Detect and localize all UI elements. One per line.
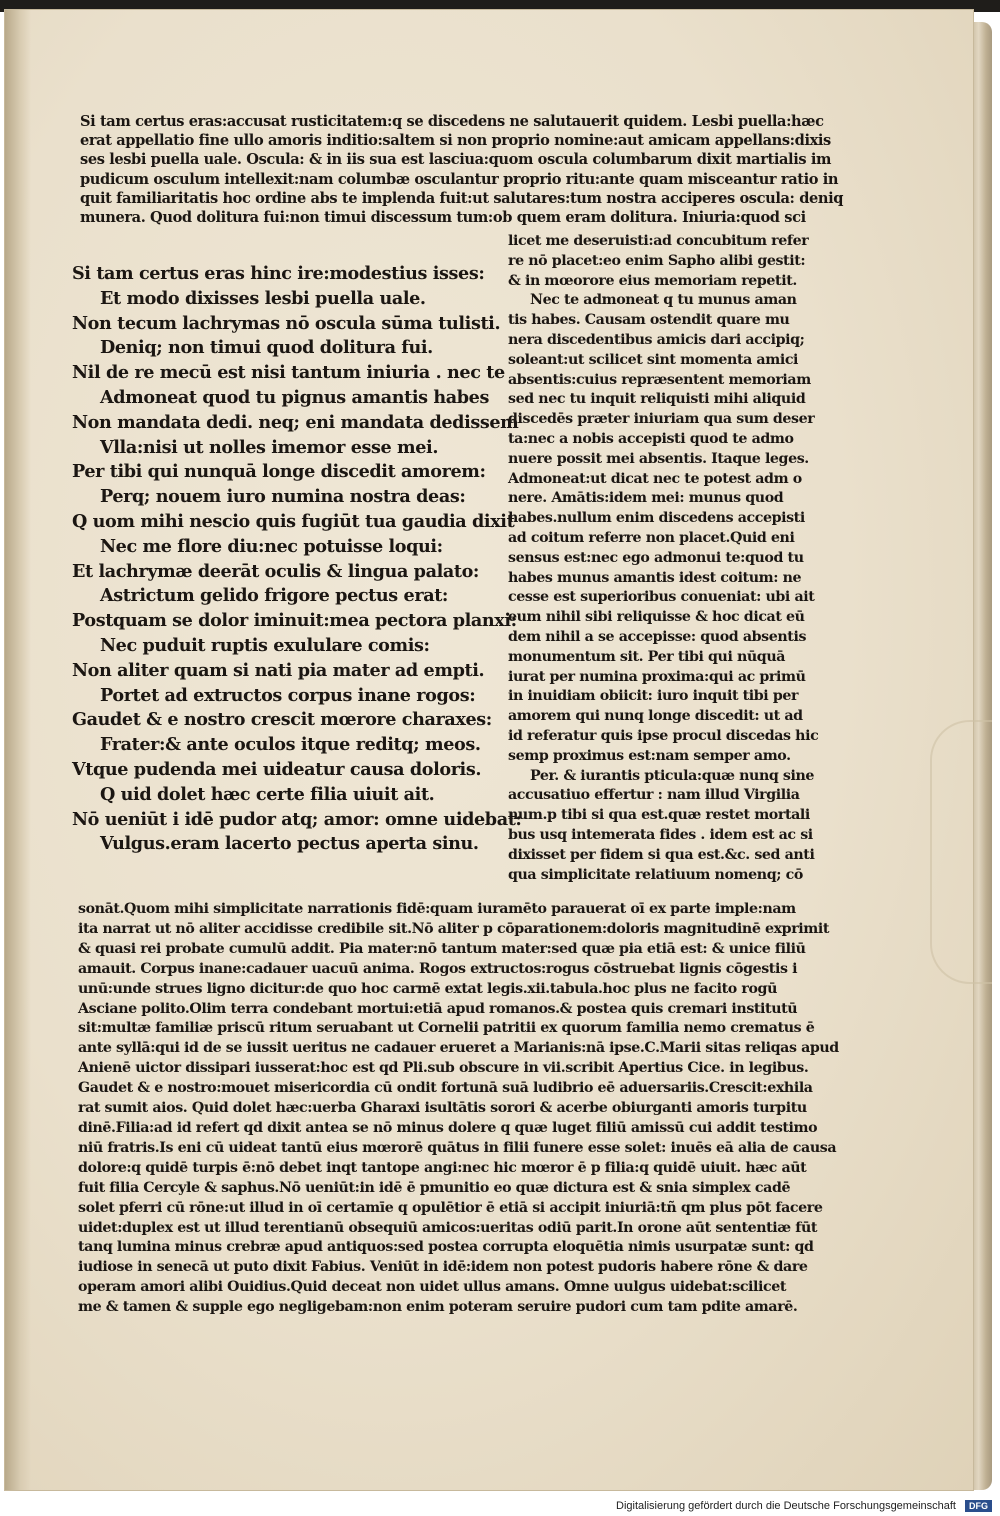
verse-line: Nil de re mecū est nisi tantum iniuria . nec te (72, 362, 505, 384)
verse-line: Vulgus.eram lacerto pectus aperta sinu. (100, 833, 479, 855)
commentary-line: uidet:duplex est ut illud terentianū obsequiū amicos:ueritas odiū parit.In orone aūt sententiæ fūt (78, 1219, 818, 1236)
commentary-line: solet pferri cū rōne:ut illud in oī certamīe q opulētior ē etiā si accipit iniuriā:tñ qm plus pōt facere (78, 1199, 823, 1216)
commentary-line: semp proximus est:nam semper amo. (508, 747, 791, 764)
verse-line: Gaudet & e nostro crescit mœrore charaxes: (72, 709, 492, 731)
commentary-line: amorem qui nunq longe discedit: ut ad (508, 708, 803, 725)
commentary-line: Admoneat:ut dicat nec te potest adm o (508, 470, 802, 487)
commentary-line: ita narrat ut nō aliter accidisse credibile sit.Nō aliter p cōparationem:doloris magnitudinē exprimit (78, 920, 830, 937)
commentary-line: dixisset per fidem si qua est.&c. sed anti (508, 846, 815, 863)
commentary-line: fuit filia Cercyle & saphus.Nō ueniūt:in idē ē pmunitio eo quæ dictura est & snia simplex cadē (78, 1179, 791, 1196)
side-commentary (508, 232, 818, 885)
commentary-line: accusatiuo effertur : nam illud Virgilia (508, 787, 800, 804)
commentary-line: Si tam certus eras:accusat rusticitatem:q se discedens ne salutauerit quidem. Lesbi puella:hæc (80, 113, 824, 130)
commentary-line: dinē.Filia:ad id refert qd dixit antea se nō minus dolere q quæ luget filiū amissū cui addit testimo (78, 1119, 818, 1136)
commentary-line: tanq lumina minus crebræ apud antiquos:sed postea corrupta eloquētia nimis usurpatæ sunt: qd (78, 1239, 814, 1256)
commentary-line: amauit. Corpus inane:cadauer uacuū anima. Rogos extructos:rogus cōstruebat lignis cōgestis i (78, 960, 798, 977)
commentary-line: monumentum sit. Per tibi qui nūquā (508, 648, 786, 665)
commentary-line: Nec te admoneat q tu munus aman (530, 292, 797, 309)
commentary-line: & quasi rei probate cumulū addit. Pia mater:nō tantum mater:sed quæ pia etiā est: & unice filiū (78, 940, 806, 957)
verse-line: Nō ueniūt i idē pudor atq; amor: omne uidebat: (72, 808, 522, 830)
commentary-line: habes munus amantis idest coitum: ne (508, 569, 802, 586)
commentary-line: Per. & iurantis pticula:quæ nunq sine (530, 767, 815, 784)
commentary-line: iudiose in senecā ut puto dixit Fabius. Veniūt in idē:idem non potest pudoris habere rōne & dare (78, 1259, 808, 1276)
commentary-line: sit:multæ familiæ priscū ritum seruabant ut Cornelii patritii ex quorum familia nemo crematus ē (78, 1020, 815, 1037)
commentary-line: absentis:cuius repræsentent memoriam (508, 371, 811, 388)
verse-line: Per tibi qui nunquā longe discedit amorem: (72, 461, 486, 483)
verse-line: Admoneat quod tu pignus amantis habes (100, 386, 489, 408)
bottom-commentary (78, 900, 839, 1318)
commentary-line: nere. Amātis:idem mei: munus quod (508, 490, 784, 507)
commentary-line: niū fratris.Is eni cū uideat tantū eius mœrorē quātus in filii funere esse solet: inuēs eā alia de causa (78, 1139, 837, 1156)
commentary-line: unū:unde strues ligno dicitur:de quo hoc carmē extat legis.xii.tabula.hoc plus ne facito rogū (78, 980, 777, 997)
commentary-line: me & tamen & supple ego negligebam:non enim poteram seruire pudori cum tam pdite amarē. (78, 1299, 798, 1316)
verse-line: Frater:& ante oculos itque reditq; meos. (100, 734, 481, 756)
commentary-line: id referatur quis ipse procul discedas hic (508, 727, 819, 744)
commentary-line: habes.nullum enim discedens accepisti (508, 510, 805, 527)
commentary-line: in inuidiam obiicit: iuro inquit tibi per (508, 688, 799, 705)
commentary-line: dolore:q quidē turpis ē:nō debet inqt tantope angi:nec hic mœror ē p filia:q quidē uiuit. hæc aūt (78, 1159, 807, 1176)
verse-line: Si tam certus eras hinc ire:modestius isses: (72, 263, 485, 284)
commentary-line: tis habes. Causam ostendit quare mu (508, 312, 790, 329)
commentary-line: nuere possit mei absentis. Itaque leges. (508, 450, 809, 467)
verse-line: Nec me flore diu:nec potuisse loqui: (100, 535, 443, 557)
commentary-line: Gaudet & e nostro:mouet misericordia cū ondit fortunā suā ludibrio eē aduersariis.Crescit:exhila (78, 1080, 813, 1097)
commentary-line: bus usq intemerata fides . idem est ac si (508, 826, 813, 843)
verse-line: Nec puduit ruptis exululare comis: (100, 634, 430, 656)
commentary-line: dem nihil a se accepisse: quod absentis (508, 628, 807, 645)
commentary-line: Asciane polito.Olim terra condebant mortui:etiā apud romanos.& postea quis cremari institutū (78, 1000, 798, 1017)
commentary-line: sed nec tu inquit reliquisti mihi aliquid (508, 391, 806, 408)
commentary-line: re nō placet:eo enim Sapho alibi gestit: (508, 252, 806, 269)
funding-credit: Digitalisierung gefördert durch die Deutsche Forschungsgemeinschaft (616, 1500, 956, 1512)
commentary-line: sonāt.Quom mihi simplicitate narrationis fidē:quam iuramēto parauerat oī ex parte imple:nam (78, 901, 796, 917)
commentary-line: discedēs præter iniuriam qua sum deser (508, 411, 815, 428)
verse-line: Perq; nouem iuro numina nostra deas: (100, 486, 466, 508)
commentary-line: ta:nec a nobis accepisti quod te admo (508, 430, 794, 447)
commentary-line: quit familiaritatis hoc ordine abs te implenda fuit:ut salutares:tum nostra acciperes oscula: deniq (80, 189, 844, 207)
commentary-line: ses lesbi puella uale. Oscula: & in iis sua est lasciua:quom oscula columbarum dixit martialis im (80, 151, 832, 169)
commentary-line: ante syllā:qui id de se iussit ueritus ne cadauer erueret a Marianis:nā ipse.C.Marii sitas reliqas apud (78, 1040, 839, 1057)
commentary-line: munera. Quod dolitura fui:non timui discessum tum:ob quem eram dolitura. Iniuria:quod sci (80, 209, 806, 227)
verse-line: Q uom mihi nescio quis fugiūt tua gaudia dixit (72, 510, 515, 532)
commentary-line: cesse est superioribus conueniat: ubi ait (508, 589, 815, 606)
top-commentary (80, 112, 844, 227)
commentary-line: eum nihil sibi reliquisse & hoc dicat eū (508, 609, 805, 626)
commentary-line: sensus est:nec ego admonui te:quod tu (508, 549, 804, 566)
commentary-line: num.p tibi si qua est.quæ restet mortali (508, 807, 810, 824)
verse-line: Et lachrymæ deerāt oculis & lingua palato: (72, 560, 480, 582)
commentary-line: iurat per numina proxima:qui ac primū (508, 668, 806, 685)
verse-line: Non mandata dedi. neq; eni mandata dedissem (72, 411, 519, 433)
commentary-line: nera discedentibus amicis dari accipiq; (508, 331, 805, 348)
commentary-line: Anienē uictor dissipari iusserat:hoc est qd Pli.sub obscure in vii.scribit Apertius Cice. in legibus. (78, 1060, 809, 1077)
commentary-line: qua simplicitate relatiuum nomenq; cō (508, 866, 803, 883)
commentary-line: ad coitum referre non placet.Quid eni (508, 529, 795, 546)
verse-line: Vtque pudenda mei uideatur causa doloris. (72, 758, 482, 780)
verse-line: Postquam se dolor iminuit:mea pectora planxi: (72, 610, 517, 632)
verse-column (72, 262, 522, 857)
verse-line: Q uid dolet hæc certe filia uiuit ait. (100, 783, 435, 805)
dfg-logo: DFG (965, 1500, 992, 1512)
verse-line: Deniq; non timui quod dolitura fui. (100, 337, 433, 359)
page-gutter (5, 10, 31, 1490)
commentary-line: erat appellatio fine ullo amoris inditio:saltem si non proprio nomine:aut amicam appellans:dixis (80, 132, 831, 150)
bookmark-tab-shadow (930, 720, 992, 984)
verse-line: Non aliter quam si nati pia mater ad empti. (72, 659, 485, 681)
commentary-line: licet me deseruisti:ad concubitum refer (508, 233, 809, 249)
commentary-line: operam amori alibi Ouidius.Quid deceat non uidet ullus amans. Omne uulgus uidebat:scilicet (78, 1279, 787, 1296)
commentary-line: soleant:ut scilicet sint momenta amici (508, 351, 799, 368)
verse-line: Astrictum gelido frigore pectus erat: (100, 585, 449, 607)
commentary-line: & in mœorore eius memoriam repetit. (508, 272, 797, 289)
verse-line: Et modo dixisses lesbi puella uale. (100, 287, 426, 309)
verse-line: Portet ad extructos corpus inane rogos: (100, 684, 476, 706)
verse-line: Non tecum lachrymas nō oscula sūma tulisti. (72, 312, 501, 334)
verse-line: Vlla:nisi ut nolles imemor esse mei. (100, 436, 439, 458)
commentary-line: pudicum osculum intellexit:nam columbæ osculantur proprio ritu:ante quam misceantur ratio in (80, 170, 839, 188)
commentary-line: rat sumit aios. Quid dolet hæc:uerba Gharaxi isultātis sorori & acerbe obiurganti amoris turpitu (78, 1100, 807, 1117)
